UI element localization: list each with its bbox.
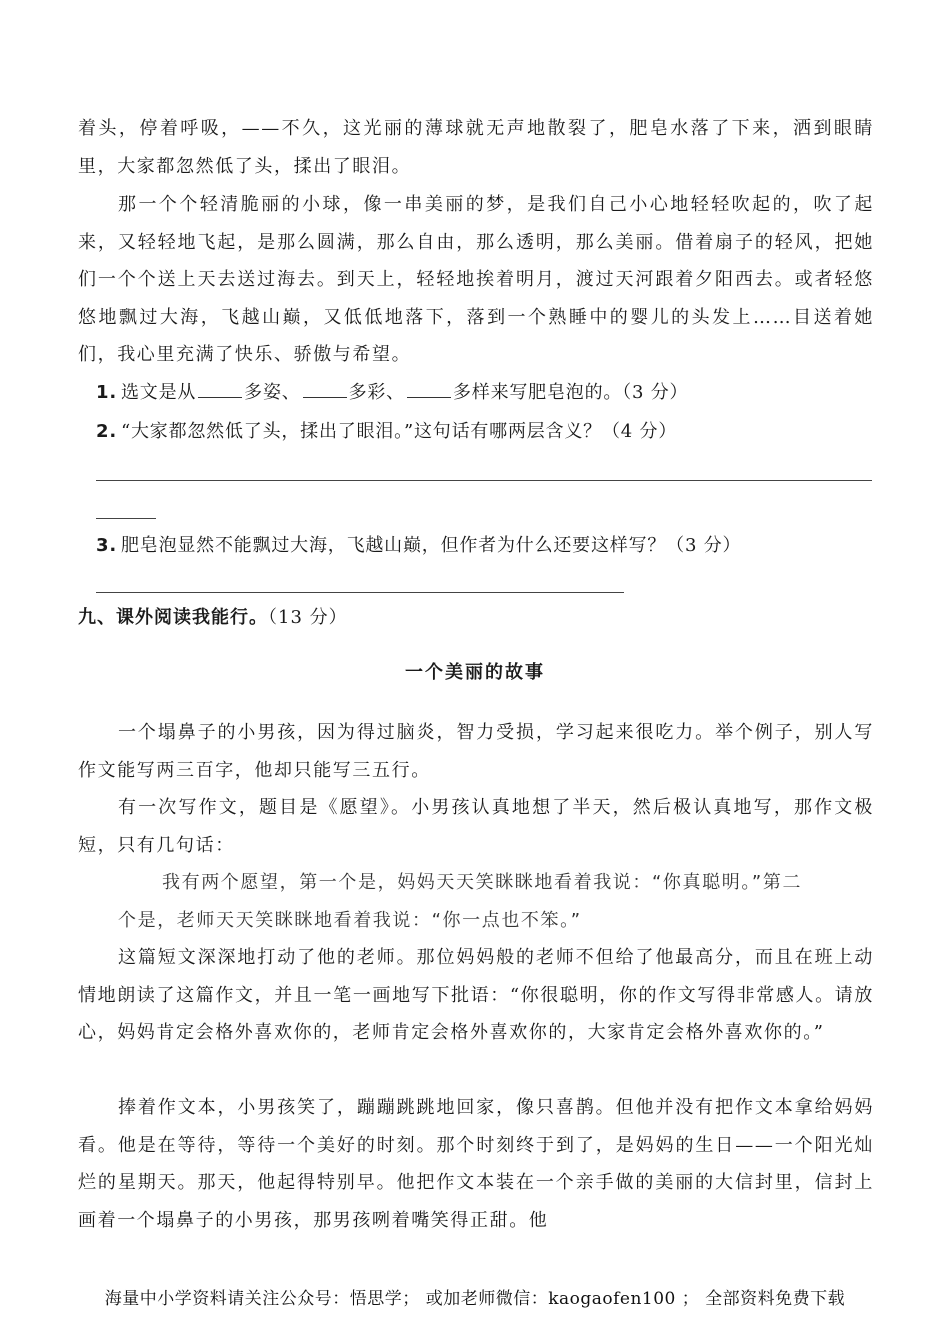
essay-quote-line: 个是，老师天天笑眯眯地看着我说：“你一点也不笨。” [118,909,582,931]
essay-quote-line: 我有两个愿望，第一个是，妈妈天天笑眯眯地看着我说：“你真聪明。”第二 [162,872,803,893]
story-paragraph-1: 一个塌鼻子的小男孩，因为得过脑炎，智力受损，学习起来很吃力。举个例子，别人写作文能写两三百字，他却只能写三五行。 [78,722,874,781]
question-number: 1. [96,382,117,403]
question-3: 3. 肥皂泡显然不能飘过大海，飞越山巅，但作者为什么还要这样写？（3 分） [96,535,742,556]
fill-blank[interactable] [303,379,347,398]
question-number: 2. [96,421,117,442]
section-points: （13 分） [268,607,348,628]
section-heading: 九、课外阅读我能行。（13 分） [78,607,348,628]
question-2: 2. “大家都忽然低了头，揉出了眼泪。”这句话有哪两层含义？（4 分） [96,421,678,442]
story-paragraph-4: 捧着作文本，小男孩笑了，蹦蹦跳跳地回家，像只喜鹊。但他并没有把作文本拿给妈妈看。他是在等待，等待一个美好的时刻。那个时刻终于到了，是妈妈的生日——一个阳光灿烂的星期天。那天，他起得特别早。他把作文本装在一个亲手做的美丽的大信封里，信封上画着一个塌鼻子的小男孩，那男孩咧着嘴笑得正甜。他 [78,1097,874,1231]
essay-quote [118,864,874,939]
footer-note: 海量中小学资料请关注公众号：悟思学； 或加老师微信：kaogaofen100 ； 全部资料免费下载 [104,1289,846,1309]
story-title: 一个美丽的故事 [405,662,545,683]
answer-line[interactable] [96,592,624,593]
passage-paragraph-1: 着头，停着呼吸，——不久，这光丽的薄球就无声地散裂了，肥皂水落了下来，洒到眼睛里，大家都忽然低了头，揉出了眼泪。 [78,118,874,177]
fill-blank[interactable] [198,379,242,398]
story-paragraph-3: 这篇短文深深地打动了他的老师。那位妈妈般的老师不但给了他最高分，而且在班上动情地朗读了这篇作文，并且一笔一画地写下批语：“你很聪明，你的作文写得非常感人。请放心，妈妈肯定会格外喜欢你的，老师肯定会格外喜欢你的，大家肯定会格外喜欢你的。” [78,947,874,1043]
story-paragraph-2: 有一次写作文，题目是《愿望》。小男孩认真地想了半天，然后极认真地写，那作文极短，只有几句话： [78,797,874,856]
question-number: 3. [96,535,117,556]
answer-line[interactable] [96,518,156,519]
question-1: 1. 选文是从 多姿、 多彩、 多样来写肥皂泡的。（3 分） [96,375,876,411]
fill-blank[interactable] [407,379,451,398]
answer-line[interactable] [96,480,872,481]
passage-paragraph-2: 那一个个轻清脆丽的小球，像一串美丽的梦，是我们自己小心地轻轻吹起的，吹了起来，又轻轻地飞起，是那么圆满，那么自由，那么透明，那么美丽。借着扇子的轻风，把她们一个个送上天去送过海去。到天上，轻轻地挨着明月，渡过天河跟着夕阳西去。或者轻悠悠地飘过大海，飞越山巅，又低低地落下，落到一个熟睡中的婴儿的头发上……目送着她们，我心里充满了快乐、骄傲与希望。 [78,194,874,365]
